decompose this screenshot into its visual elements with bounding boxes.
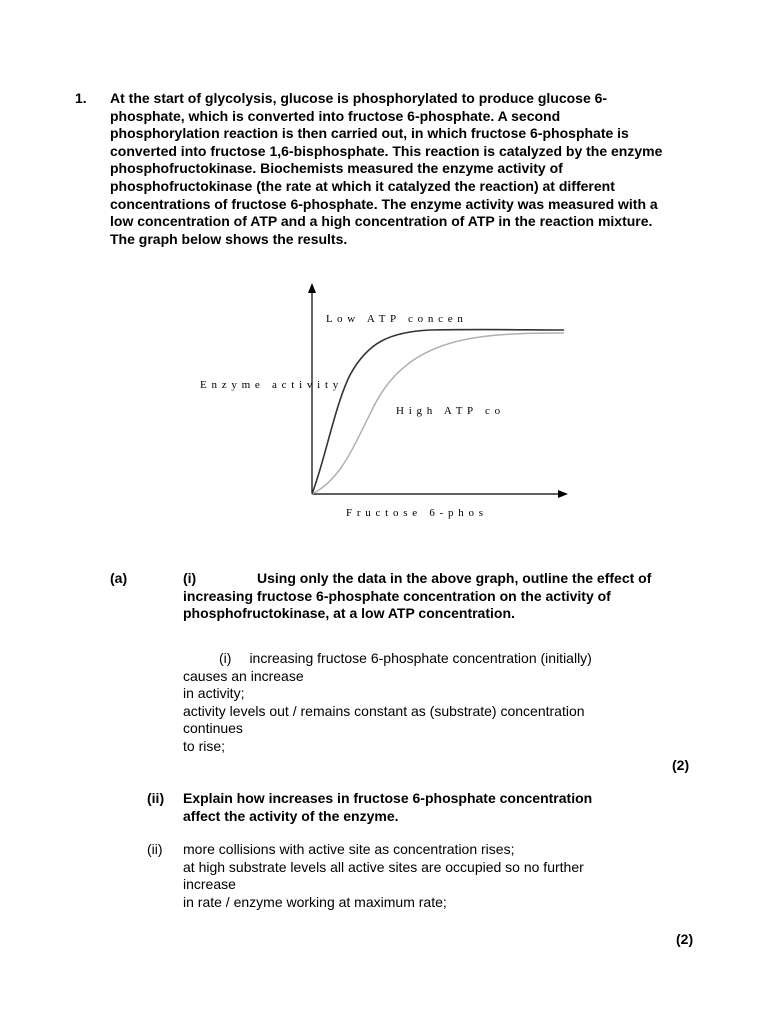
part-a-ii-answer: more collisions with active site as concentration rises; at high substrate levels all active sites are occupied so no further increase in rate / enzyme working at maximum rate;	[183, 841, 584, 910]
high-atp-label: H i g h A T P c o	[396, 405, 502, 417]
part-a-label: (a)	[110, 570, 128, 586]
part-a-i-question: Using only the data in the above graph, outline the effect of increasing fructose 6-phosphate concentration on the activity of phosphofructokinase, at a low ATP concentration.	[183, 570, 652, 622]
question-text: At the start of glycolysis, glucose is phosphorylated to produce glucose 6-phosphate, which is converted into fructose 6-phosphate. A second phosphorylation reaction is then carried out, in which fructose 6-phosphate is converted into fructose 1,6-bisphosphate. This reaction is catalyzed by the enzyme phosphofructokinase. Biochemists measured the enzyme activity of phosphofructokinase (the rate at which it catalyzed the reaction) at different concentrations of fructose 6-phosphate. The enzyme activity was measured with a low concentration of ATP and a high concentration of ATP in the reaction mixture. The graph below shows the results.	[110, 90, 663, 247]
x-axis-arrow	[558, 490, 568, 498]
enzyme-activity-graph	[190, 280, 590, 520]
part-a-i-answer: (i) increasing fructose 6-phosphate concentration (initially) causes an increase in activity; activity levels out / remains constant as (substrate) concentration continues to rise;	[183, 650, 592, 754]
part-a-ii-marks: (2)	[676, 931, 694, 947]
part-a-i-marks: (2)	[672, 757, 690, 773]
part-a-ii-question: Explain how increases in fructose 6-phosphate concentration affect the activity of the enzyme.	[183, 790, 593, 824]
x-axis-label: F r u c t o s e 6 - p h o s	[346, 507, 485, 519]
y-axis-arrow	[308, 283, 316, 293]
part-a-ii-answer-prefix: (ii)	[147, 841, 163, 857]
part-a-i-label: (i)	[183, 570, 197, 586]
question-number: 1.	[75, 90, 87, 106]
low-atp-label: L o w A T P c o n c e n	[326, 313, 464, 325]
part-a-ii-label: (ii)	[147, 790, 165, 806]
y-axis-label: E n z y m e a c t i v i t y	[200, 379, 340, 391]
